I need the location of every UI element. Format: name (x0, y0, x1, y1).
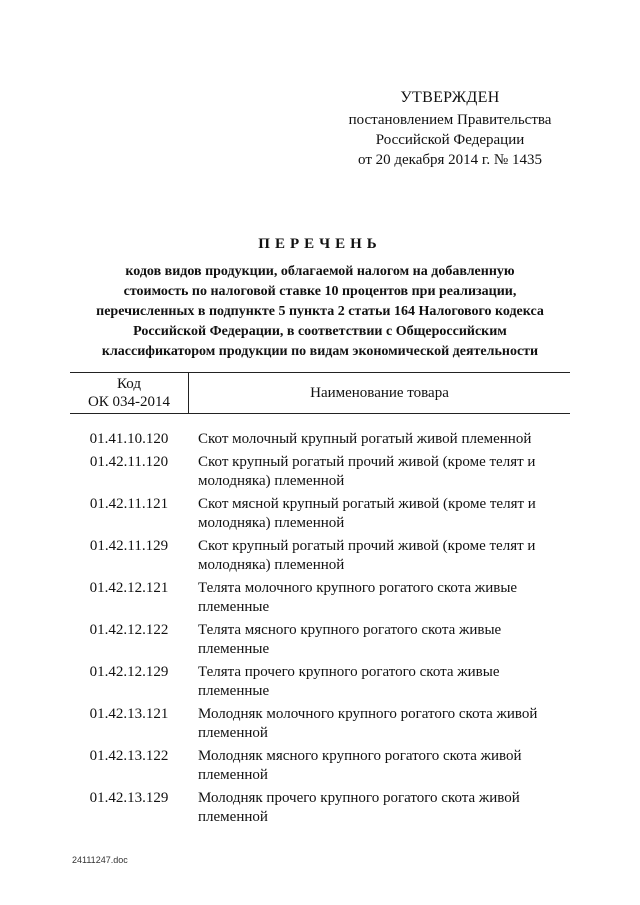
product-code: 01.42.11.121 (89, 496, 169, 512)
table-row (70, 789, 570, 827)
product-name: Скот крупный рогатый прочий живой (кроме телят и молодняка) племенной (198, 454, 536, 489)
table-row (70, 537, 570, 575)
header-code-cell (70, 373, 189, 413)
subtitle-line: стоимость по налоговой ставке 10 процентов при реализации, (123, 284, 517, 299)
product-code: 01.42.11.129 (89, 538, 169, 554)
product-name: Телята мясного крупного рогатого скота живые племенные (198, 622, 502, 657)
document-title: ПЕРЕЧЕНЬ (258, 236, 382, 252)
product-code: 01.42.12.129 (89, 664, 169, 680)
product-code: 01.42.13.122 (89, 748, 169, 764)
product-code: 01.41.10.120 (89, 431, 169, 447)
file-name-footer: 24111247.doc (72, 855, 128, 865)
table-row (70, 430, 570, 449)
approval-line-3: от 20 декабря 2014 г. № 1435 (358, 152, 542, 168)
products-table (70, 372, 570, 831)
product-code: 01.42.13.121 (89, 706, 169, 722)
header-code-standard: ОК 034-2014 (87, 394, 171, 410)
approval-heading: УТВЕРЖДЕН (400, 89, 500, 106)
product-code: 01.42.12.121 (89, 580, 169, 596)
product-name: Телята молочного крупного рогатого скота живые племенные (198, 580, 518, 615)
document-subtitle (60, 262, 580, 362)
product-code: 01.42.11.120 (89, 454, 169, 470)
table-row (70, 453, 570, 491)
product-name: Телята прочего крупного рогатого скота живые племенные (198, 664, 500, 699)
table-row (70, 495, 570, 533)
product-code: 01.42.13.129 (89, 790, 169, 806)
header-code-label: Код (117, 376, 141, 392)
table-row (70, 663, 570, 701)
subtitle-line: кодов видов продукции, облагаемой налогом на добавленную (125, 264, 515, 279)
product-name: Молодняк мясного крупного рогатого скота живой племенной (198, 748, 522, 783)
table-row (70, 579, 570, 617)
product-name: Скот крупный рогатый прочий живой (кроме телят и молодняка) племенной (198, 538, 536, 573)
subtitle-line: классификатором продукции по видам экономической деятельности (101, 344, 539, 359)
product-name: Скот молочный крупный рогатый живой племенной (198, 431, 532, 447)
approval-line-2: Российской Федерации (375, 132, 525, 148)
product-code: 01.42.12.122 (89, 622, 169, 638)
table-row (70, 705, 570, 743)
approval-block (330, 88, 570, 170)
product-name: Молодняк молочного крупного рогатого скота живой племенной (198, 706, 538, 741)
product-name: Молодняк прочего крупного рогатого скота живой племенной (198, 790, 520, 825)
table-row (70, 621, 570, 659)
header-name-cell: Наименование товара (310, 384, 449, 401)
approval-line-1: постановлением Правительства (348, 112, 552, 128)
table-header (70, 372, 570, 414)
table-row (70, 747, 570, 785)
table-body (70, 430, 570, 827)
product-name: Скот мясной крупный рогатый живой (кроме телят и молодняка) племенной (198, 496, 536, 531)
subtitle-line: Российской Федерации, в соответствии с Общероссийским (133, 324, 507, 339)
subtitle-line: перечисленных в подпункте 5 пункта 2 статьи 164 Налогового кодекса (96, 304, 544, 319)
